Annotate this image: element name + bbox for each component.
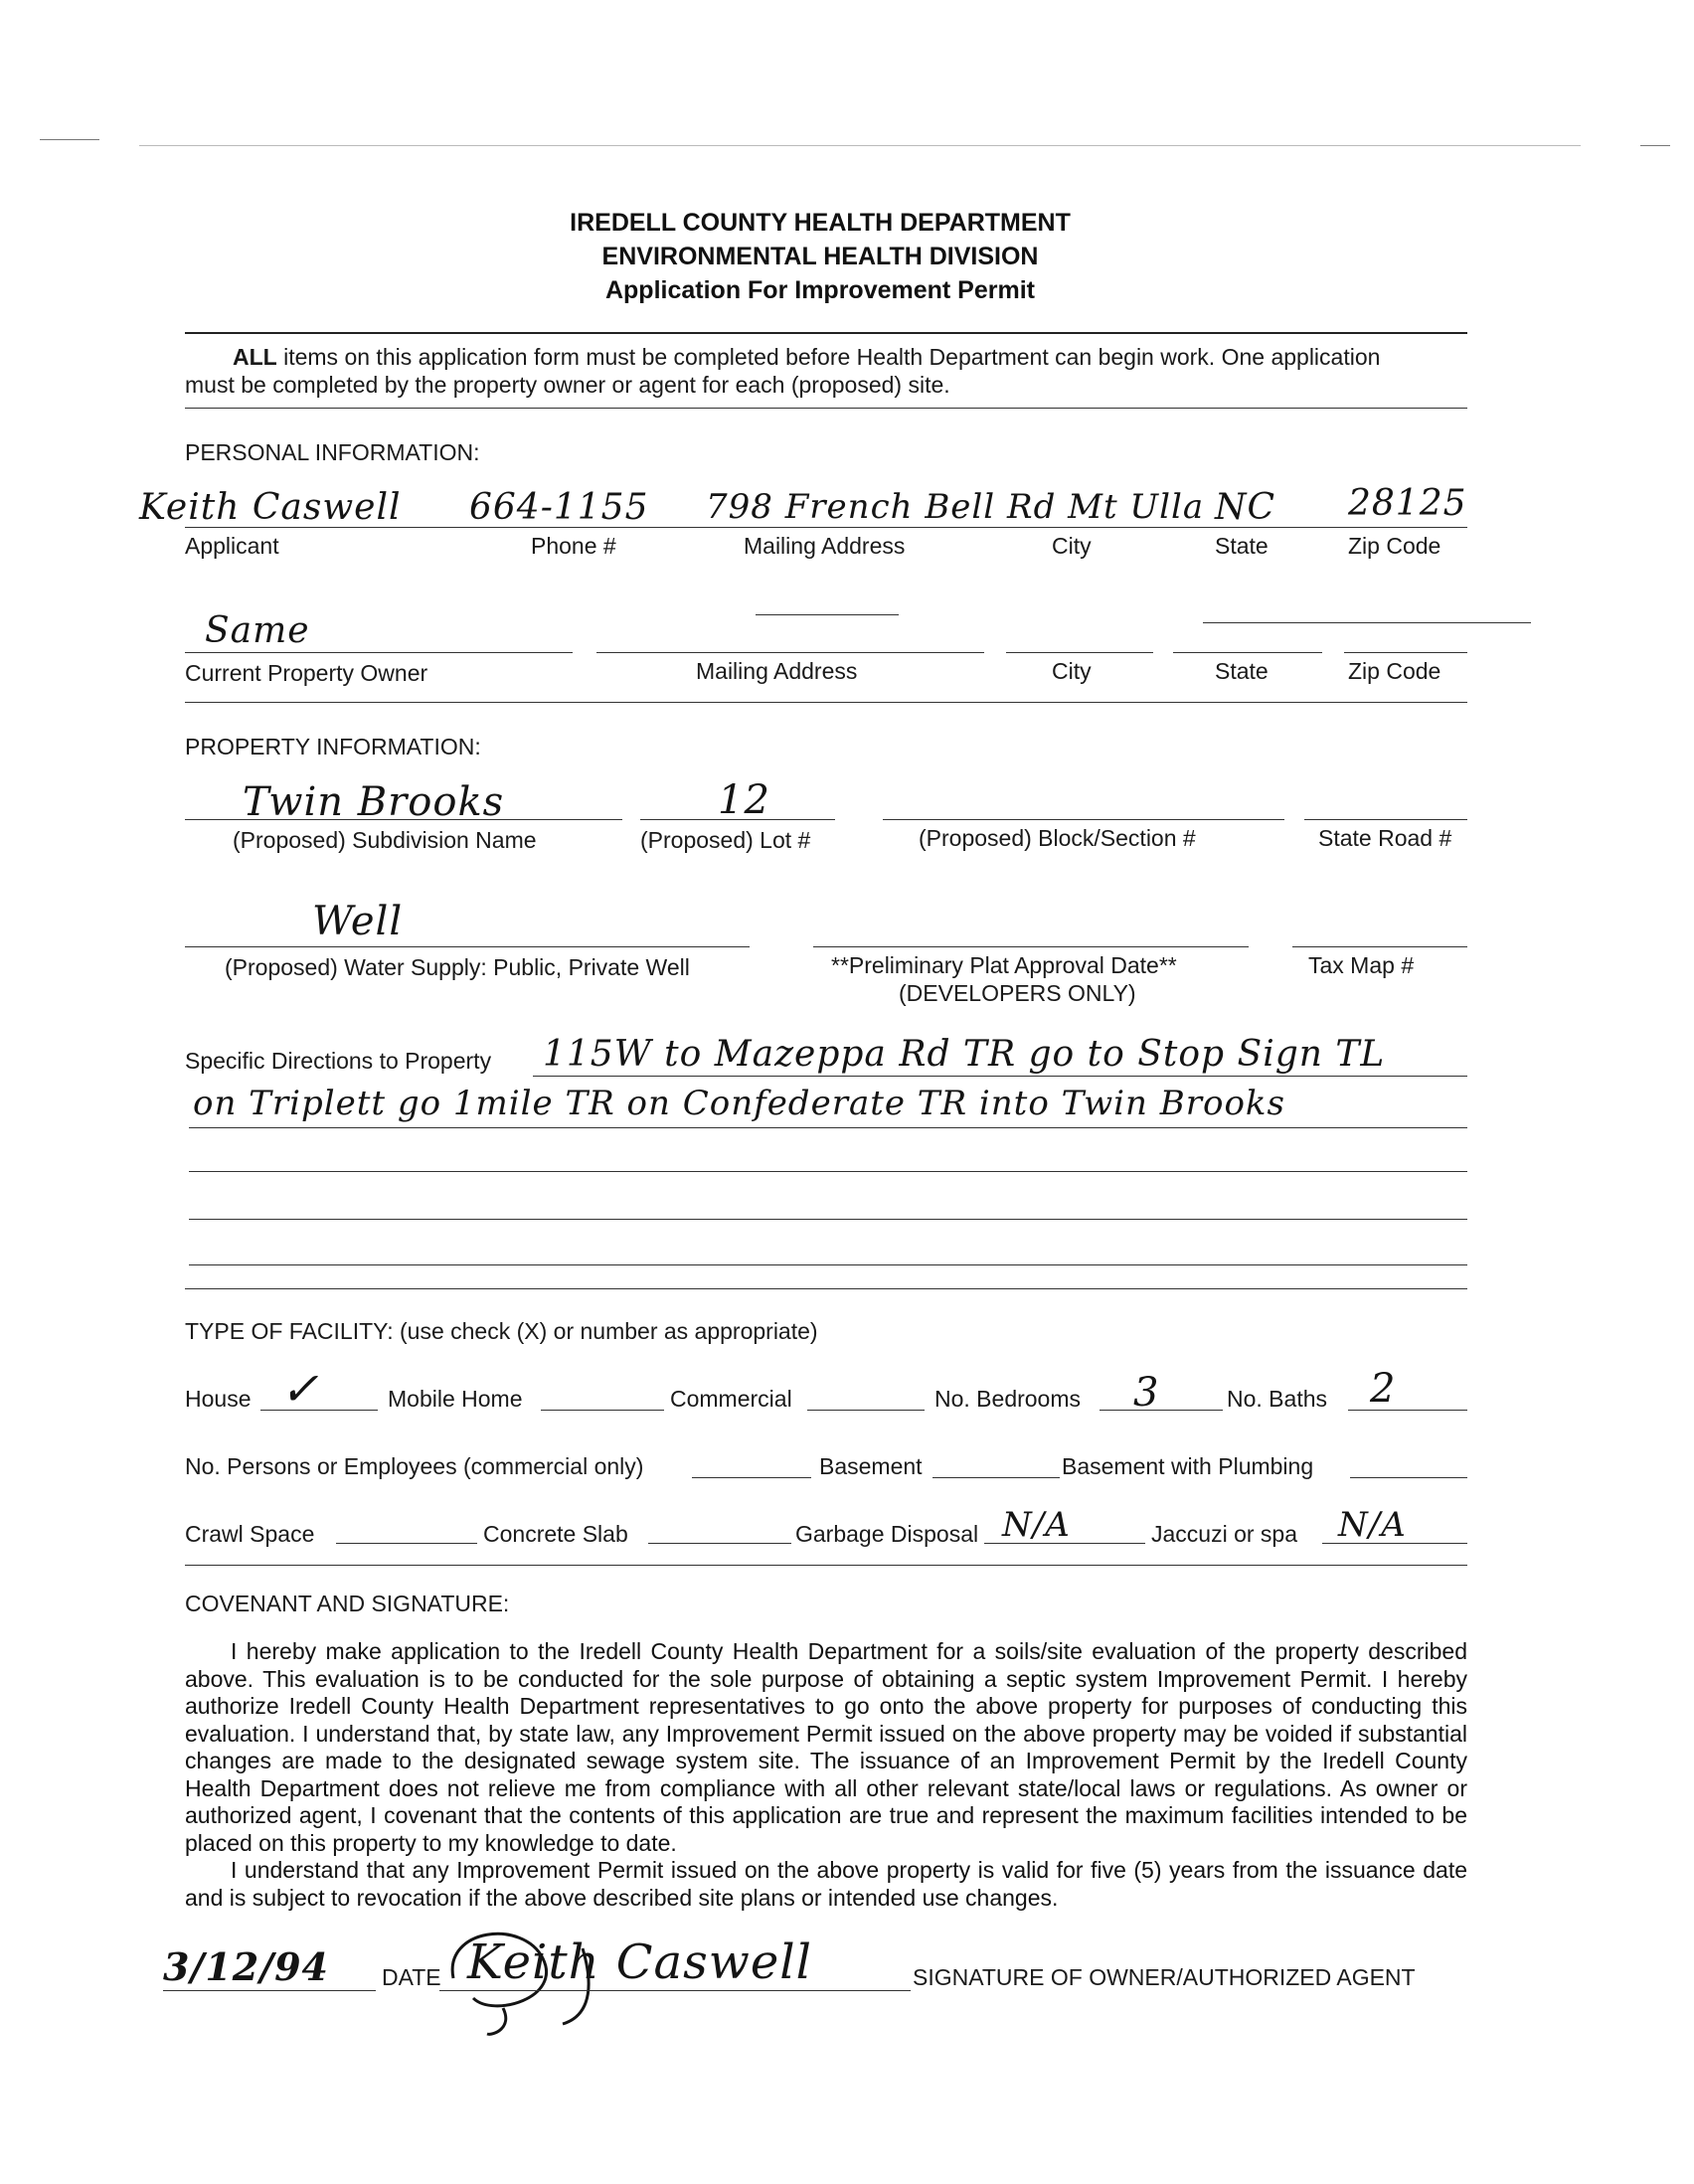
header-form-name: Application For Improvement Permit (604, 276, 1035, 304)
intro-bold: ALL (233, 344, 277, 370)
applicant-field-line[interactable] (185, 527, 1467, 528)
header-title: IREDELL COUNTY HEALTH DEPARTMENT (570, 209, 1071, 237)
label-garbage: Garbage Disposal (795, 1521, 979, 1547)
handwritten-date: 3/12/94 (163, 1944, 329, 1989)
basement-field[interactable] (932, 1477, 1060, 1478)
handwritten-signature: Keith Caswell (467, 1934, 812, 1990)
label-commercial: Commercial (670, 1386, 792, 1412)
bedrooms-field[interactable] (1100, 1410, 1223, 1411)
divider (185, 332, 1467, 334)
handwritten-directions-1: 115W to Mazeppa Rd TR go to Stop Sign TL (543, 1034, 1386, 1075)
directions-line-5[interactable] (189, 1264, 1467, 1265)
lot-field-line[interactable] (640, 819, 835, 820)
label-state: State (1215, 533, 1269, 559)
section-heading-facility: TYPE OF FACILITY: (use check (X) or number as appropriate) (185, 1318, 818, 1344)
label-bedrooms: No. Bedrooms (934, 1386, 1082, 1412)
handwritten-phone: 664-1155 (469, 487, 649, 528)
label-applicant: Applicant (185, 533, 279, 559)
owner-mailing-field-line[interactable] (596, 652, 984, 653)
house-field[interactable] (260, 1410, 378, 1411)
date-field[interactable] (163, 1990, 376, 1991)
label-city: City (1052, 533, 1092, 559)
intro-line-2: must be completed by the property owner or agent for each (proposed) site. (185, 372, 950, 398)
divider (185, 1288, 1467, 1289)
directions-line-3[interactable] (189, 1171, 1467, 1172)
signature-flourish (433, 1909, 692, 2038)
handwritten-house-check: ✓ (280, 1362, 320, 1416)
divider (185, 1565, 1467, 1566)
owner-zip-field-line[interactable] (1344, 652, 1467, 653)
label-basement: Basement (819, 1453, 923, 1479)
covenant-paragraph-1: I hereby make application to the Iredell County Health Department for a soils/site evaluation of the property described above. This evaluation is to be conducted for the sole purpose of obtaining a septic system Improvement Permit. I hereby authorize Iredell County Health Department representatives to go onto the above property for purposes of conducting this evaluation. I understand that, by state law, any Improvement Permit issued on the above property may be voided if substantial changes are made to the designated sewage system site. The issuance of an Improvement Permit by the Iredell County Health Department does not relieve me from compliance with all other relevant state/local laws or regulations. As owner or authorized agent, I covenant that the contents of this application are true and represent the maximum facilities intended to be placed on this property to my knowledge to date. (185, 1638, 1467, 1856)
handwritten-subdivision: Twin Brooks (243, 779, 505, 825)
handwritten-jacuzzi: N/A (1338, 1505, 1407, 1545)
covenant-paragraph-2: I understand that any Improvement Permit issued on the above property is valid for five (5) years from the issuance date and is subject to revocation if the above described site plans or intended use changes. (185, 1857, 1467, 1911)
handwritten-lot: 12 (718, 777, 770, 823)
section-heading-covenant: COVENANT AND SIGNATURE: (185, 1591, 510, 1616)
label-basement-plumbing: Basement with Plumbing (1062, 1453, 1314, 1479)
crawl-field[interactable] (336, 1543, 477, 1544)
handwritten-zip: 28125 (1348, 483, 1467, 524)
baths-field[interactable] (1348, 1410, 1467, 1411)
handwritten-owner: Same (205, 610, 310, 651)
handwritten-directions-2: on Triplett go 1mile TR on Confederate TR into Twin Brooks (193, 1084, 1285, 1123)
directions-line-2[interactable] (189, 1127, 1467, 1128)
divider (185, 408, 1467, 409)
label-water: (Proposed) Water Supply: Public, Private Well (225, 954, 690, 980)
directions-line-4[interactable] (189, 1219, 1467, 1220)
label-lot: (Proposed) Lot # (640, 827, 811, 853)
label-phone: Phone # (531, 533, 616, 559)
owner-city-field-line[interactable] (1006, 652, 1153, 653)
header-division: ENVIRONMENTAL HEALTH DIVISION (601, 243, 1039, 270)
label-jacuzzi: Jaccuzi or spa (1151, 1521, 1298, 1547)
divider (185, 702, 1467, 703)
commercial-field[interactable] (807, 1410, 925, 1411)
label-block: (Proposed) Block/Section # (919, 825, 1196, 851)
handwritten-state: NC (1215, 487, 1276, 528)
label-owner-mailing: Mailing Address (696, 658, 858, 684)
label-date: DATE (382, 1964, 441, 1990)
label-house: House (185, 1386, 252, 1412)
handwritten-applicant: Keith Caswell (139, 487, 402, 528)
signature-field[interactable] (439, 1990, 911, 1991)
road-field-line[interactable] (1304, 819, 1467, 820)
stray-mark (1203, 622, 1531, 623)
basement-plumbing-field[interactable] (1350, 1477, 1467, 1478)
slab-field[interactable] (648, 1543, 791, 1544)
label-owner-city: City (1052, 658, 1092, 684)
directions-line-1[interactable] (533, 1076, 1467, 1077)
label-plat-developers: (DEVELOPERS ONLY) (899, 980, 1136, 1006)
intro-text: items on this application form must be completed before Health Department can begin work. One application (276, 344, 1381, 370)
taxmap-field-line[interactable] (1292, 946, 1467, 947)
label-zip: Zip Code (1348, 533, 1441, 559)
section-heading-property: PROPERTY INFORMATION: (185, 734, 481, 759)
stray-mark (756, 614, 899, 615)
handwritten-water: Well (312, 899, 404, 944)
label-mailing: Mailing Address (744, 533, 906, 559)
label-persons: No. Persons or Employees (commercial only) (185, 1453, 644, 1479)
label-slab: Concrete Slab (483, 1521, 628, 1547)
label-directions: Specific Directions to Property (185, 1048, 492, 1074)
label-current-owner: Current Property Owner (185, 660, 428, 686)
covenant-text (185, 1638, 1467, 1912)
label-signature: SIGNATURE OF OWNER/AUTHORIZED AGENT (913, 1964, 1416, 1990)
label-baths: No. Baths (1227, 1386, 1327, 1412)
label-crawl: Crawl Space (185, 1521, 315, 1547)
label-subdivision: (Proposed) Subdivision Name (233, 827, 537, 853)
jacuzzi-field[interactable] (1322, 1543, 1467, 1544)
block-field-line[interactable] (883, 819, 1284, 820)
handwritten-mailing-city: 798 French Bell Rd Mt Ulla (706, 487, 1205, 527)
label-mobile: Mobile Home (388, 1386, 523, 1412)
handwritten-garbage: N/A (1002, 1505, 1071, 1545)
label-road: State Road # (1318, 825, 1452, 851)
handwritten-baths: 2 (1370, 1366, 1397, 1412)
label-owner-state: State (1215, 658, 1269, 684)
intro-line-1 (233, 344, 1380, 371)
owner-field-line[interactable] (185, 652, 573, 653)
handwritten-bedrooms: 3 (1133, 1370, 1160, 1416)
label-plat: **Preliminary Plat Approval Date** (831, 952, 1177, 978)
label-taxmap: Tax Map # (1308, 952, 1415, 978)
label-owner-zip: Zip Code (1348, 658, 1441, 684)
plat-field-line[interactable] (813, 946, 1249, 947)
garbage-field[interactable] (984, 1543, 1145, 1544)
owner-state-field-line[interactable] (1173, 652, 1322, 653)
mobile-field[interactable] (541, 1410, 664, 1411)
subdivision-field-line[interactable] (185, 819, 622, 820)
persons-field[interactable] (692, 1477, 811, 1478)
water-field-line[interactable] (185, 946, 750, 947)
section-heading-personal: PERSONAL INFORMATION: (185, 439, 480, 465)
